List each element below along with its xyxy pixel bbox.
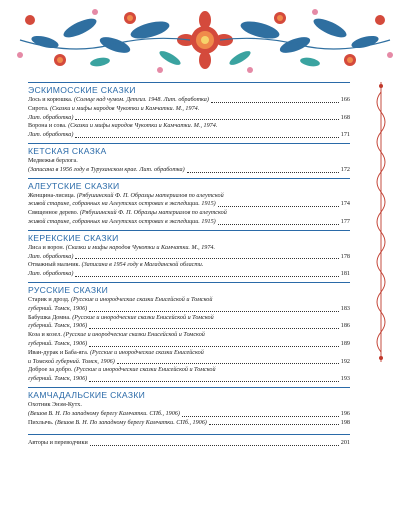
leader-dots <box>117 363 339 364</box>
entry-source: (Вешов В. Н. По западному берегу Камчатки. СПб., 1906) <box>28 410 180 417</box>
entry-source: (Русские и инородческие сказки Енисейской и Томской <box>74 367 216 374</box>
page-number: 172 <box>340 166 350 173</box>
entry-text <box>28 200 216 209</box>
page-number: 192 <box>340 358 350 365</box>
leader-dots <box>75 137 338 138</box>
entry-line <box>28 349 350 358</box>
toc-entry <box>28 96 350 105</box>
page-number: 181 <box>340 271 350 278</box>
section-title: АЛЕУТСКИЕ СКАЗКИ <box>28 178 350 192</box>
entry-source: Лит. обработка) <box>28 253 74 260</box>
entry-line <box>28 401 350 410</box>
entry-text <box>28 340 87 349</box>
toc-entry <box>28 200 350 209</box>
toc-section <box>28 178 350 227</box>
toc-entry <box>28 340 350 349</box>
entry-text <box>28 419 207 428</box>
toc-entry <box>28 322 350 331</box>
entry-line <box>28 122 350 131</box>
page-number: 193 <box>340 376 350 383</box>
entry-title: Охотник Энэм-Кутх. <box>28 401 82 408</box>
entry-source: и Томской губерний. Томск, 1906) <box>28 358 115 365</box>
toc-section <box>28 230 350 279</box>
entry-source: (Русские и инородческие сказки Енисейской и Томской <box>70 296 213 303</box>
entry-text <box>28 410 180 419</box>
entry-text <box>28 253 73 262</box>
entry-title: Сирота. <box>28 105 50 112</box>
toc-entry <box>28 375 350 384</box>
leader-dots <box>90 445 339 446</box>
entry-line <box>28 366 350 375</box>
entry-source: живой старине, собранных на Алеутских островах в экспедиции. 1915) <box>28 201 216 208</box>
entry-title: Авторы и переводчики <box>28 440 88 447</box>
leader-dots <box>187 172 339 173</box>
page-number: 198 <box>340 419 350 426</box>
entry-line <box>28 209 350 218</box>
entry-source: (Записана в 1956 году в Туруханском крае. Лит. обработка) <box>28 166 185 173</box>
entry-source: (Сказки и мифы народов Чукотки и Камчатки. М., 1974. <box>68 123 218 130</box>
leader-dots <box>75 258 338 259</box>
entry-text <box>28 166 185 175</box>
entry-source: Лит. обработка) <box>28 132 74 139</box>
entry-source: Лит. обработка) <box>28 114 74 121</box>
entry-title: Священное дерево. <box>28 210 80 217</box>
entry-text <box>28 322 87 331</box>
page-number: 174 <box>340 201 350 208</box>
entry-text <box>28 218 216 227</box>
toc-entry <box>28 410 350 419</box>
entry-source: (Записана в 1954 году в Магаданской области. <box>81 262 204 269</box>
entry-source: (Вешов В. Н. По западному берегу Камчатки. СПб., 1906) <box>54 419 207 426</box>
toc-entry <box>28 166 350 175</box>
entry-line <box>28 331 350 340</box>
leader-dots <box>209 424 339 425</box>
leader-dots <box>75 119 338 120</box>
entry-source: губерний. Томск, 1906) <box>28 376 88 383</box>
entry-title: Медвежья берлога. <box>28 157 78 164</box>
entry-line <box>28 314 350 323</box>
page-number: 178 <box>340 253 350 260</box>
entry-source: (Солнце над чумом. Детгиз. 1948. Лит. обработка) <box>73 97 209 103</box>
entry-source: Лит. обработка) <box>28 271 74 278</box>
entry-title: Бабушка Домна. <box>28 314 73 321</box>
entry-line <box>28 244 350 253</box>
toc-section <box>28 282 350 384</box>
toc-entry <box>28 131 350 140</box>
entry-title: Иван-дурак и Баба-яга. <box>28 349 90 356</box>
entry-source: (Русские и инородческие сказки Енисейской и Томской <box>63 332 205 339</box>
entry-source: (Сказки и мифы народов Чукотки и Камчатки. М., 1974. <box>65 244 216 251</box>
toc-entry <box>28 419 350 428</box>
entry-text <box>28 375 87 384</box>
leader-dots <box>89 311 339 312</box>
entry-source: (Русские и инородческие сказки Енисейской и Томской <box>72 314 214 321</box>
table-of-contents <box>28 82 350 448</box>
leader-dots <box>211 102 339 103</box>
page-number: 183 <box>340 305 350 312</box>
section-title: РУССКИЕ СКАЗКИ <box>28 282 350 296</box>
toc-entry <box>28 218 350 227</box>
leader-dots <box>89 381 339 382</box>
entry-title: Лось и корюшка. <box>28 97 74 103</box>
entry-source: (Русские и инородческие сказки Енисейской <box>89 349 204 356</box>
floral-ornament <box>0 0 410 80</box>
entry-source: (Рябушинский Ф. П. Образцы материалов по алеутской <box>76 192 224 199</box>
toc-section <box>28 143 350 175</box>
toc-section <box>28 387 350 427</box>
entry-line <box>28 105 350 114</box>
entry-source: живой старине, собранных на Алеутских островах в экспедиции. 1915) <box>28 218 216 225</box>
toc-section <box>28 82 350 140</box>
page-number: 177 <box>340 218 350 225</box>
entry-text <box>28 305 87 314</box>
section-title: КЕТСКАЯ СКАЗКА <box>28 143 350 157</box>
page-number: 196 <box>340 410 350 417</box>
entry-title: Отважный мальчик. <box>28 262 82 269</box>
entry-source: (Сказки и мифы народов Чукотки и Камчатки. М., 1974. <box>50 105 200 112</box>
page-number: 168 <box>340 114 350 121</box>
entry-title: Коза и козел. <box>28 332 64 339</box>
entry-title: Старик и дрозд. <box>28 296 71 303</box>
entry-source: (Рябушинский Ф. П. Образцы материалов по алеутской <box>79 210 227 217</box>
entry-title: Лиса и ворон. <box>28 244 66 251</box>
entry-line <box>28 157 350 166</box>
section-title: КАМЧАДАЛЬСКИЕ СКАЗКИ <box>28 387 350 401</box>
toc-entry <box>28 358 350 367</box>
entry-title: Доброе за добро. <box>28 367 75 374</box>
entry-title: Ворона и сова. <box>28 123 69 130</box>
toc-entry <box>28 114 350 123</box>
leader-dots <box>182 416 339 417</box>
entry-text <box>28 114 73 123</box>
leader-dots <box>75 276 338 277</box>
leader-dots <box>89 328 339 329</box>
page-number: 171 <box>340 132 350 139</box>
entry-text <box>28 131 73 140</box>
leader-dots <box>218 206 339 207</box>
entry-title: Пихлычь. <box>28 419 55 426</box>
toc-entry <box>28 253 350 262</box>
leader-dots <box>218 224 339 225</box>
entry-line <box>28 296 350 305</box>
section-title: КЕРЕКСКИЕ СКАЗКИ <box>28 230 350 244</box>
entry-text <box>28 270 73 279</box>
entry-source: губерний. Томск, 1906) <box>28 305 88 312</box>
decorative-side-border <box>371 82 391 362</box>
entry-title: Женщина-лисица. <box>28 192 77 199</box>
toc-entry <box>28 305 350 314</box>
entry-line <box>28 192 350 201</box>
page-number: 166 <box>340 97 350 103</box>
entry-source: губерний. Томск, 1906) <box>28 323 88 330</box>
section-title: ЭСКИМОССКИЕ СКАЗКИ <box>28 82 350 96</box>
page-number: 189 <box>340 340 350 347</box>
entry-text <box>28 96 209 105</box>
page-number: 201 <box>340 440 350 447</box>
entry-source: губерний. Томск, 1906) <box>28 340 88 347</box>
page-number: 186 <box>340 323 350 330</box>
entry-text <box>28 358 115 367</box>
leader-dots <box>89 346 339 347</box>
entry-line <box>28 261 350 270</box>
toc-entry <box>28 270 350 279</box>
toc-entry-authors <box>28 434 350 448</box>
